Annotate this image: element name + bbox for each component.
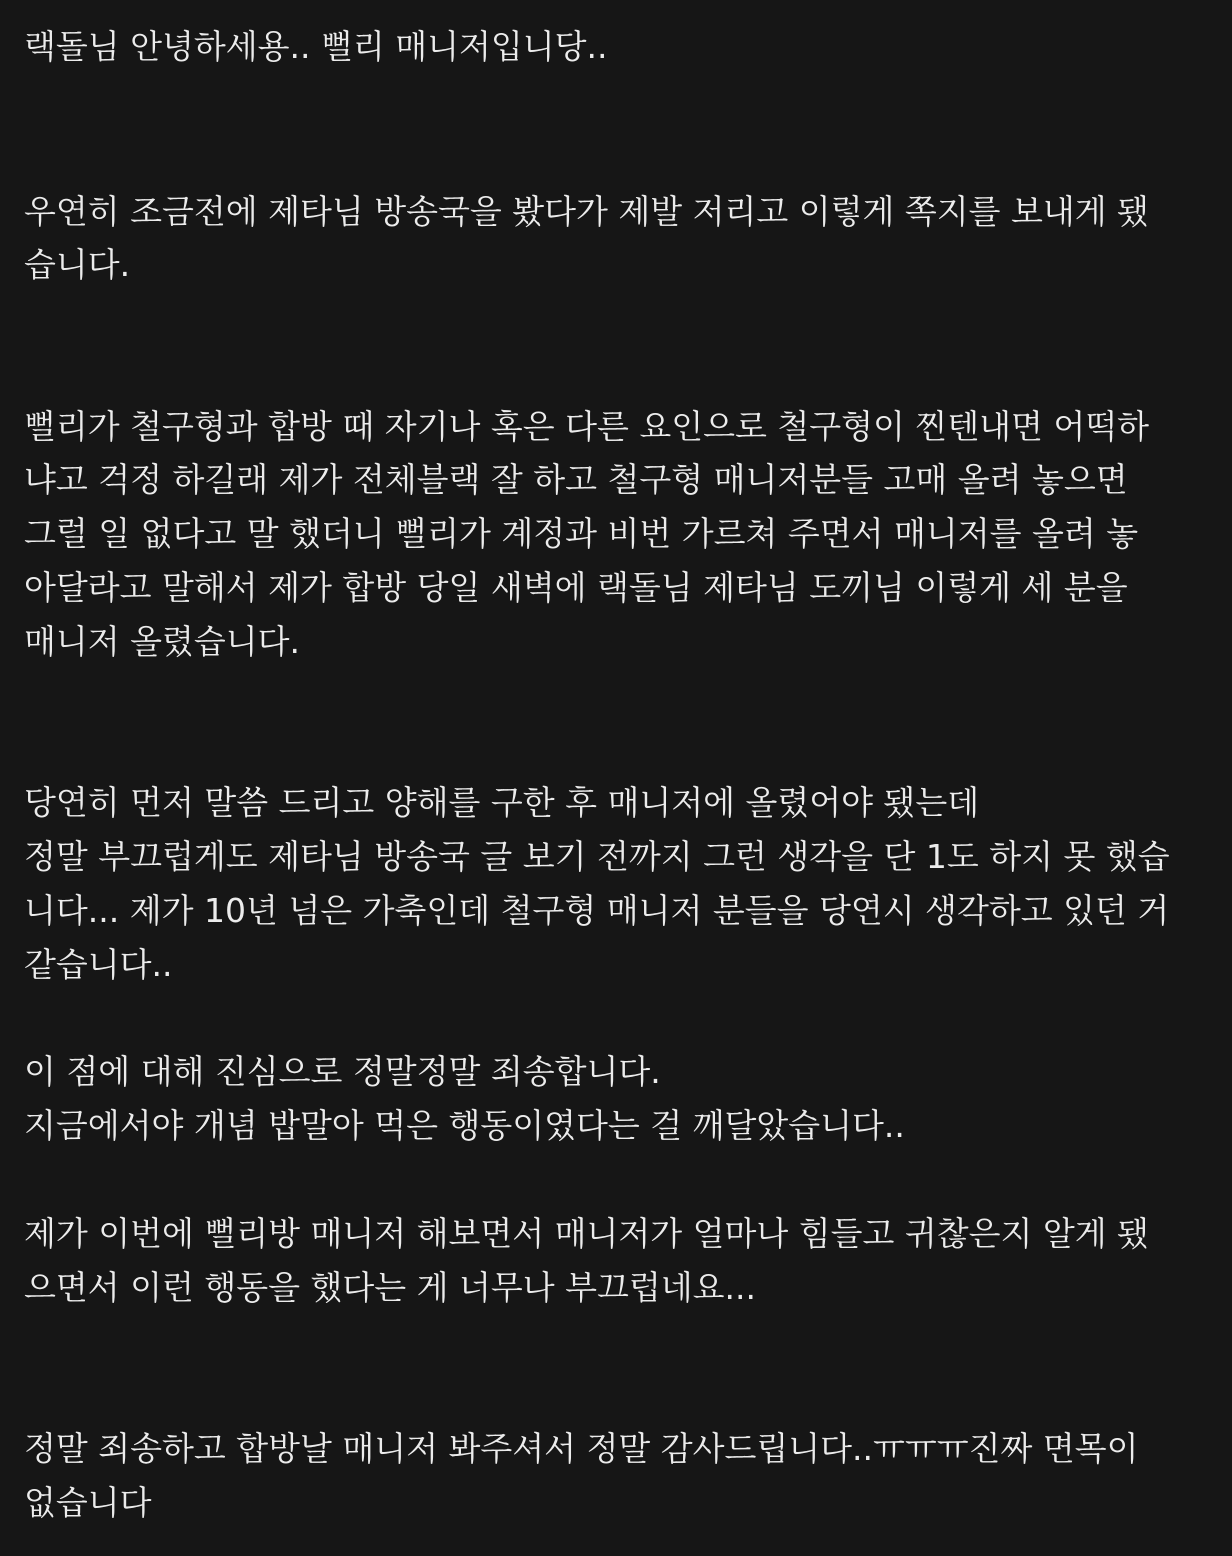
message-line: 냐고 걱정 하길래 제가 전체블랙 잘 하고 철구형 매니저분들 고매 올려 놓으면 [24, 460, 1128, 499]
message-line: 으면서 이런 행동을 했다는 게 너무나 부끄럽네요... [24, 1268, 756, 1307]
message-line: 정말 부끄럽게도 제타님 방송국 글 보기 전까지 그런 생각을 단 1도 하지 못 했습 [24, 837, 1170, 876]
message-line: 우연히 조금전에 제타님 방송국을 봤다가 제발 저리고 이렇게 쪽지를 보내게 됐 [24, 192, 1149, 231]
message-line: 매니저 올렸습니다. [24, 622, 301, 661]
message-line: 그럴 일 없다고 말 했더니 뻘리가 계정과 비번 가르쳐 주면서 매니저를 올려 놓 [24, 514, 1139, 553]
message-line: 당연히 먼저 말씀 드리고 양해를 구한 후 매니저에 올렸어야 됐는데 [24, 783, 980, 822]
message-line: 아달라고 말해서 제가 합방 당일 새벽에 랙돌님 제타님 도끼님 이렇게 세 분을 [24, 568, 1128, 607]
message-line: 지금에서야 개념 밥말아 먹은 행동이였다는 걸 깨달았습니다.. [24, 1106, 905, 1145]
message-line: 니다... 제가 10년 넘은 가축인데 철구형 매니저 분들을 당연시 생각하고 있던 거 [24, 891, 1170, 930]
message-line: 습니다. [24, 245, 131, 284]
message-line: 없습니다 [24, 1483, 152, 1522]
message-line: 제가 이번에 뻘리방 매니저 해보면서 매니저가 얼마나 힘들고 귀찮은지 알게 됐 [24, 1214, 1149, 1253]
message-line: 뻘리가 철구형과 합방 때 자기나 혹은 다른 요인으로 철구형이 찐텐내면 어떡하 [24, 407, 1149, 446]
message-line: 같습니다.. [24, 945, 173, 984]
message-line: 이 점에 대해 진심으로 정말정말 죄송합니다. [24, 1052, 661, 1091]
message-line: 랙돌님 안녕하세용.. 뻘리 매니저입니당.. [24, 27, 608, 66]
message-line: 정말 죄송하고 합방날 매니저 봐주셔서 정말 감사드립니다..ㅠㅠㅠ진짜 면목이 [24, 1429, 1139, 1468]
